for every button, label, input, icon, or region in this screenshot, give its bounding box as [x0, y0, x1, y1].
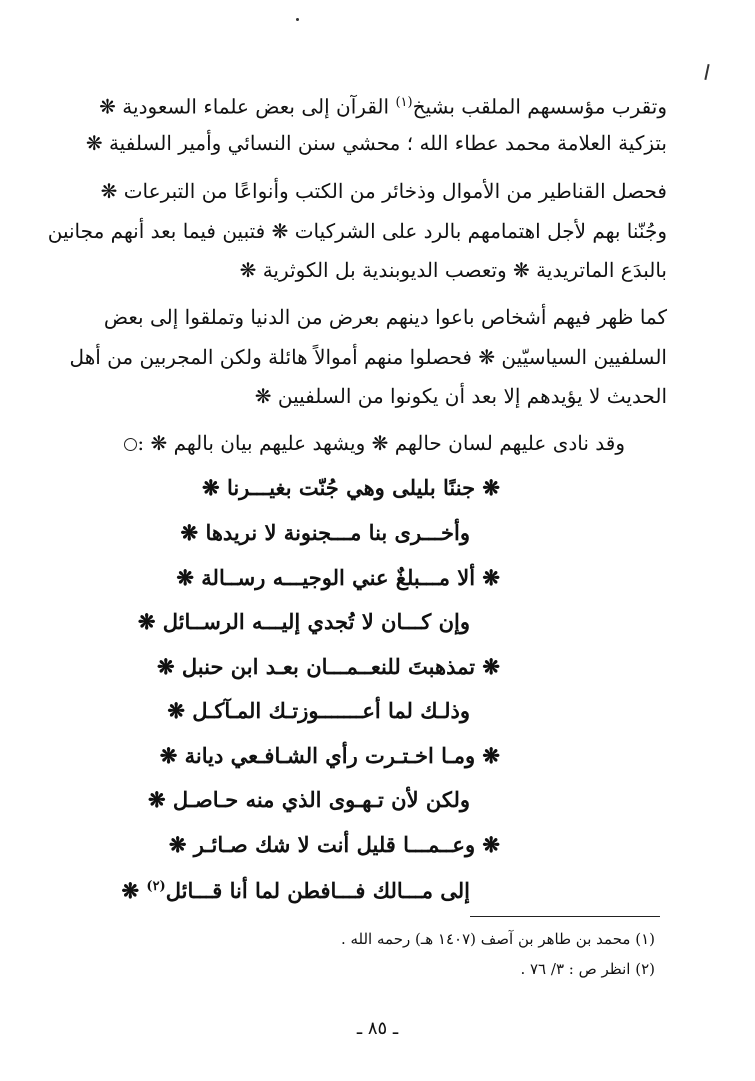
poem-verse-10-text: إلى مـــالك فـــافطن لما أنا قـــائل [165, 878, 470, 903]
footnote-2 [520, 958, 655, 980]
footnote-ref-1: (١) [395, 95, 413, 110]
poem-verse-10-end: ❋ [121, 878, 147, 903]
poem-verse-7: ❋ ومـا اخـتـرت رأي الشـافـعي ديانة ❋ [159, 743, 500, 768]
poem-verse-10 [121, 872, 470, 906]
paragraph-3-line-2: السلفيين السياسيّين ❋ فحصلوا منهم أموالاً هائلة ولكن المجربين من أهل [69, 345, 667, 369]
page-speck [296, 18, 299, 21]
poem-intro-text: وقد نادى عليهم لسان حالهم ❋ ويشهد عليهم بيان بالهم ❋ : [137, 431, 625, 455]
margin-mark [704, 64, 709, 80]
poem-verse-9: ❋ وعــمـــا قليل أنت لا شك صـائـر ❋ [168, 832, 500, 857]
paragraph-1-line-1 [99, 88, 667, 122]
poem-verse-8: ولكن لأن تـهـوى الذي منه حـاصـل ❋ [147, 787, 470, 812]
p1-text-before-ref: وتقرب مؤسسهم الملقب بشيخ [412, 94, 667, 119]
footnote-2-text: انظر ص : ٣/ ٧٦ . [520, 960, 631, 978]
paragraph-2-line-1: فحصل القناطير من الأموال وذخائر من الكتب وأنواعًا من التبرعات ❋ [100, 179, 667, 203]
circle-bullet-icon [124, 438, 137, 451]
footnote-ref-2: (٢) [146, 879, 166, 894]
paragraph-2-line-3: بالبدَع الماتريدية ❋ وتعصب الديوبندية بل الكوثرية ❋ [239, 258, 667, 282]
poem-verse-6: وذلـك لما أعـــــــوزتـك المـآكـل ❋ [167, 698, 470, 723]
poem-verse-2: وأخـــرى بنا مـــجنونة لا نريدها ❋ [180, 520, 470, 545]
paragraph-2-line-2: وجُنّنا بهم لأجل اهتمامهم بالرد على الشركيات ❋ فتبين فيما بعد أنهم مجانين [47, 219, 667, 243]
footnote-2-number: (٢) [635, 960, 655, 978]
paragraph-3-line-3: الحديث لا يؤيدهم إلا بعد أن يكونوا من السلفيين ❋ [254, 384, 667, 408]
p1-text-after-ref: القرآن إلى بعض علماء السعودية ❋ [99, 94, 396, 119]
poem-verse-4: وإن كـــان لا تُجدي إليـــه الرســائل ❋ [137, 609, 470, 634]
poem-intro-line [116, 428, 625, 458]
footnote-1 [341, 928, 655, 950]
poem-verse-1: ❋ جننًا بليلى وهي جُنّت بغيـــرنا ❋ [202, 475, 500, 500]
footnote-separator [470, 916, 660, 917]
footnote-1-number: (١) [635, 930, 655, 948]
poem-verse-3: ❋ ألا مـــبلغٌ عني الوجيـــه رســالة ❋ [176, 565, 500, 590]
poem-verse-5: ❋ تمذهبتَ للنعــمـــان بعـد ابن حنبل ❋ [156, 654, 500, 679]
footnote-1-text: محمد بن طاهر بن آصف (١٤٠٧ هـ) رحمه الله . [340, 930, 631, 948]
paragraph-1-line-2: بتزكية العلامة محمد عطاء الله ؛ محشي سنن النسائي وأمير السلفية ❋ [85, 131, 667, 155]
page-number: ـ ٨٥ ـ [356, 1018, 399, 1039]
paragraph-3-line-1: كما ظهر فيهم أشخاص باعوا دينهم بعرض من الدنيا وتملقوا إلى بعض [103, 305, 667, 329]
